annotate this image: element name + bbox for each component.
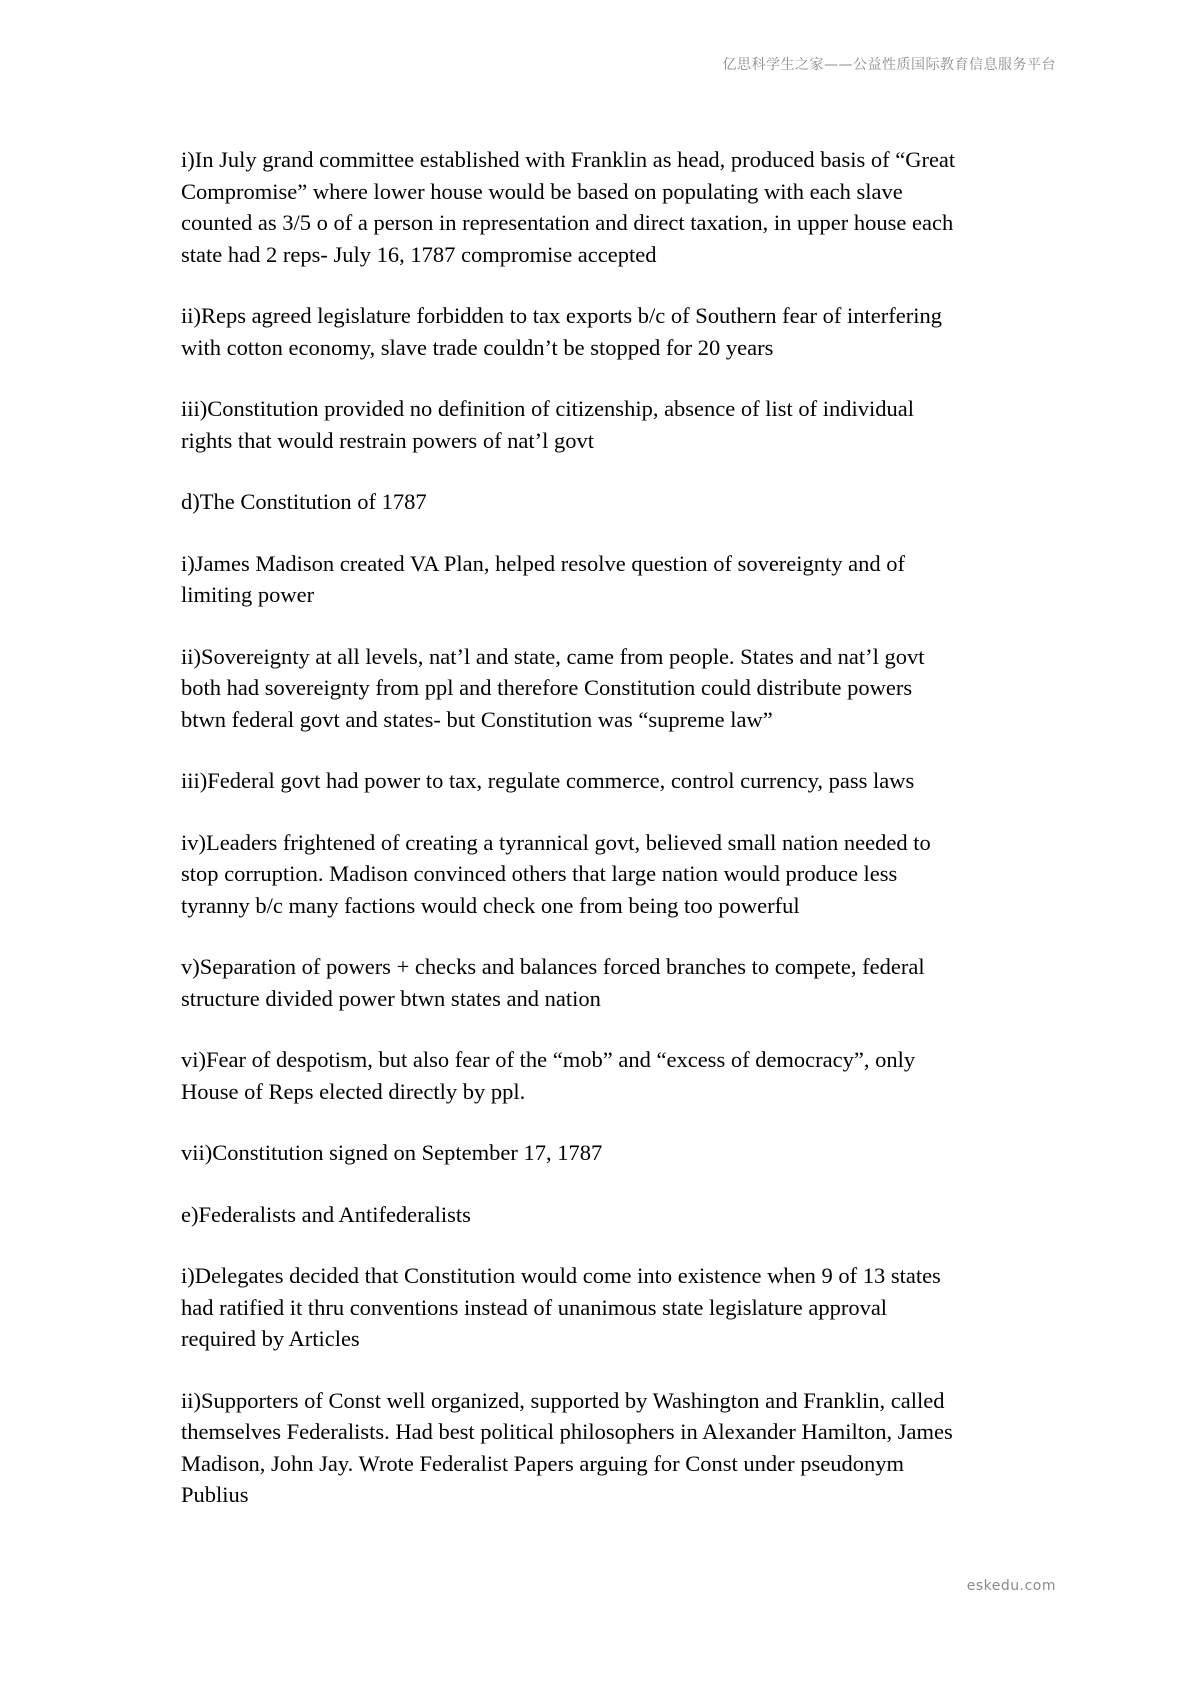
document-body <box>181 144 1021 1541</box>
paragraph-export-tax: ii)Reps agreed legislature forbidden to tax exports b/c of Southern fear of interfering with cotton economy, slave trade couldn’t be stopped for 20 years <box>181 303 942 360</box>
paragraph-fear-of-despotism: vi)Fear of despotism, but also fear of the “mob” and “excess of democracy”, only House of Reps elected directly by ppl. <box>181 1047 916 1104</box>
paragraph-madison-va-plan: i)James Madison created VA Plan, helped resolve question of sovereignty and of limiting power <box>181 550 906 607</box>
paragraph-sovereignty: ii)Sovereignty at all levels, nat’l and state, came from people. States and nat’l govt both had sovereignty from ppl and therefore Constitution could distribute powers btwn federal govt and states- but Constitution was “supreme law” <box>181 643 925 732</box>
paragraph-constitution-signed: vii)Constitution signed on September 17, 1787 <box>181 1140 603 1165</box>
paragraph-tyranny-fears: iv)Leaders frightened of creating a tyrannical govt, believed small nation needed to stop corruption. Madison convinced others that large nation would produce less tyranny b/c many factions would check one from being too powerful <box>181 829 931 918</box>
paragraph-separation-of-powers: v)Separation of powers + checks and balances forced branches to compete, federal structure divided power btwn states and nation <box>181 954 925 1011</box>
section-heading-constitution-1787: d)The Constitution of 1787 <box>181 489 427 514</box>
page-footer: eskedu.com <box>966 1578 1056 1594</box>
section-heading-federalists: e)Federalists and Antifederalists <box>181 1201 471 1227</box>
paragraph-federal-powers: iii)Federal govt had power to tax, regulate commerce, control currency, pass laws <box>181 768 915 793</box>
paragraph-citizenship: iii)Constitution provided no definition of citizenship, absence of list of individual rights that would restrain powers of nat’l govt <box>181 396 915 453</box>
page-header: 亿思科学生之家——公益性质国际教育信息服务平台 <box>722 57 1056 73</box>
paragraph-federalist-supporters: ii)Supporters of Const well organized, supported by Washington and Franklin, called themselves Federalists. Had best political philosophers in Alexander Hamilton, James Madison, John Jay. Wrote Federalist Papers arguing for Const under pseudonym Publius <box>181 1387 953 1507</box>
paragraph-great-compromise: i)In July grand committee established with Franklin as head, produced basis of “Great Compromise” where lower house would be based on populating with each slave counted as 3/5 o of a person in representation and direct taxation, in upper house each state had 2 reps- July 16, 1787 compromise accepted <box>181 147 956 267</box>
paragraph-ratification: i)Delegates decided that Constitution would come into existence when 9 of 13 states had ratified it thru conventions instead of unanimous state legislature approval required by Articles <box>181 1263 941 1351</box>
